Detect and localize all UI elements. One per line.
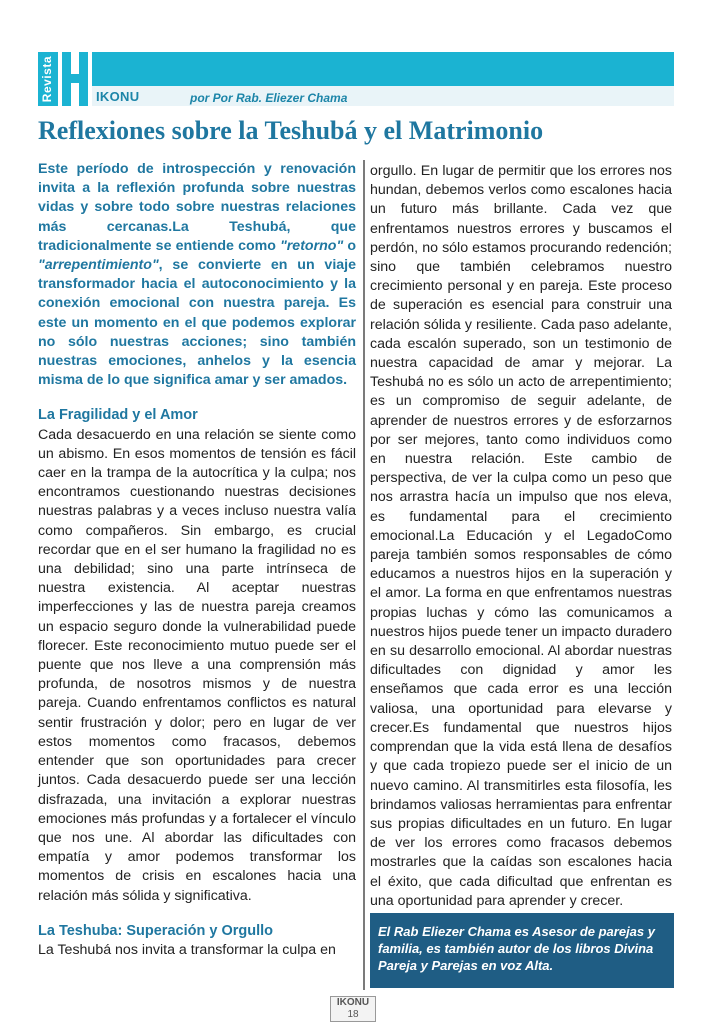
magazine-logo-icon bbox=[58, 52, 92, 106]
section-body-teshuba-start: La Teshubá nos invita a transformar la culpa en bbox=[38, 941, 336, 958]
revista-tag bbox=[38, 52, 56, 106]
author-byline: por Por Rab. Eliezer Chama bbox=[190, 91, 348, 105]
left-column bbox=[38, 160, 356, 960]
magazine-name: IKONU bbox=[96, 89, 140, 104]
section-heading-fragilidad: La Fragilidad y el Amor bbox=[38, 407, 198, 424]
revista-label: Revista bbox=[40, 55, 54, 103]
section-body-fragilidad: Cada desacuerdo en una relación se siente como un abismo. En esos momentos de tensión es fácil caer en la trampa de la autocrítica y la culpa; nos encontramos cuestionando nuestras decisiones nuestras palabras y a veces incluso nuestra valía como compañeros. Sin embargo, es crucial recordar que en el ser humano la fragilidad no es una debilidad; sino una parte intrínseca de nuestra existencia. Al aceptar nuestras imperfecciones y las de nuestra pareja creamos un espacio seguro donde la vulnerabilidad puede florecer. Este reconocimiento mutuo puede ser el puente que nos lleve a una comprensión más profunda, de nosotros mismos y de nuestra pareja. Cuando enfrentamos conflictos es natural sentir frustración y dolor; pero en lugar de ver estos momentos como fracasos, debemos entender que son oportunidades para crecer juntos. Cada desacuerdo puede ser una lección disfrazada, una invitación a explorar nuestras emociones más profundas y a fortalecer el vínculo que nos une. Al abordar las dificultades con empatía y amor podemos transformar los momentos de crisis en escalones hacia una relación más sólida y significativa. bbox=[38, 426, 356, 904]
intro-paragraph: Este período de introspección y renovación invita a la reflexión profunda sobre nuestras vidas y sobre todo sobre nuestras relaciones más cercanas.La Teshubá, que tradicionalmente se entiende como "retorno" o "arrepentimiento", se convierte en un viaje transformador hacia el autoconocimiento y la conexión emocional con nuestra pareja. Es este un momento en el que podemos explorar no sólo nuestras acciones; sino también nuestras emociones, anhelos y la esencia misma de lo que significa amar y ser amados. bbox=[38, 161, 356, 389]
column-divider bbox=[363, 160, 365, 990]
right-column bbox=[370, 162, 672, 911]
header-strip bbox=[92, 86, 674, 106]
footer-page-badge bbox=[330, 996, 376, 1022]
section-body-teshuba-cont: orgullo. En lugar de permitir que los errores nos hundan, debemos verlos como escalones hacia un futuro más brillante. Cada vez que enfrentamos nuestros errores y buscamos el perdón, no sólo estamos procurando redención; sino que también celebramos nuestro crecimiento personal y en pareja. Este proceso de superación es esencial para construir una relación sólida y resiliente. Cada paso adelante, cada escalón superado, son un testimonio de nuestra capacidad de amar y mejorar. La Teshubá no es sólo un acto de arrepentimiento; es un compromiso de seguir adelante, de aprender de nuestros errores y de esforzarnos por ser mejores, tanto como individuos como en nuestra relación. Este cambio de perspectiva, de ver la culpa como un peso que nos arrastra hacía un impulso que nos eleva, es fundamental para el crecimiento emocional.La Educación y el LegadoComo pareja también somos responsables de cómo educamos a nuestros hijos en la superación y el amor. La forma en que enfrentamos nuestras propias luchas y cómo las comunicamos a nuestros hijos puede tener un impacto duradero en su desarrollo emocional. Al abordar nuestras dificultades con dignidad y amor les enseñamos que cada error es una lección valiosa, una oportunidad para elevarse y crecer.Es fundamental que nuestros hijos comprendan que la vida está llena de desafíos y que cada tropiezo puede ser el inicio de un nuevo camino. Al transmitirles esta filosofía, les brindamos valiosas herramientas para enfrentar sus propias dificultades en un futuro. En lugar de ver los errores como fracasos debemos mostrarles que la caídas son escalones hacia el éxito, que cada dificultad que enfrentan es una oportunidad para aprender y crecer. bbox=[370, 163, 672, 909]
author-bio-box: El Rab Eliezer Chama es Asesor de parejas y familia, es también autor de los libros Divina Pareja y Parejas en voz Alta. bbox=[370, 913, 674, 988]
article-title: Reflexiones sobre la Teshubá y el Matrimonio bbox=[38, 116, 544, 145]
section-heading-teshuba: La Teshuba: Superación y Orgullo bbox=[38, 922, 273, 939]
page-number: 18 bbox=[347, 1009, 359, 1020]
footer-logo: IKONU bbox=[336, 997, 370, 1008]
